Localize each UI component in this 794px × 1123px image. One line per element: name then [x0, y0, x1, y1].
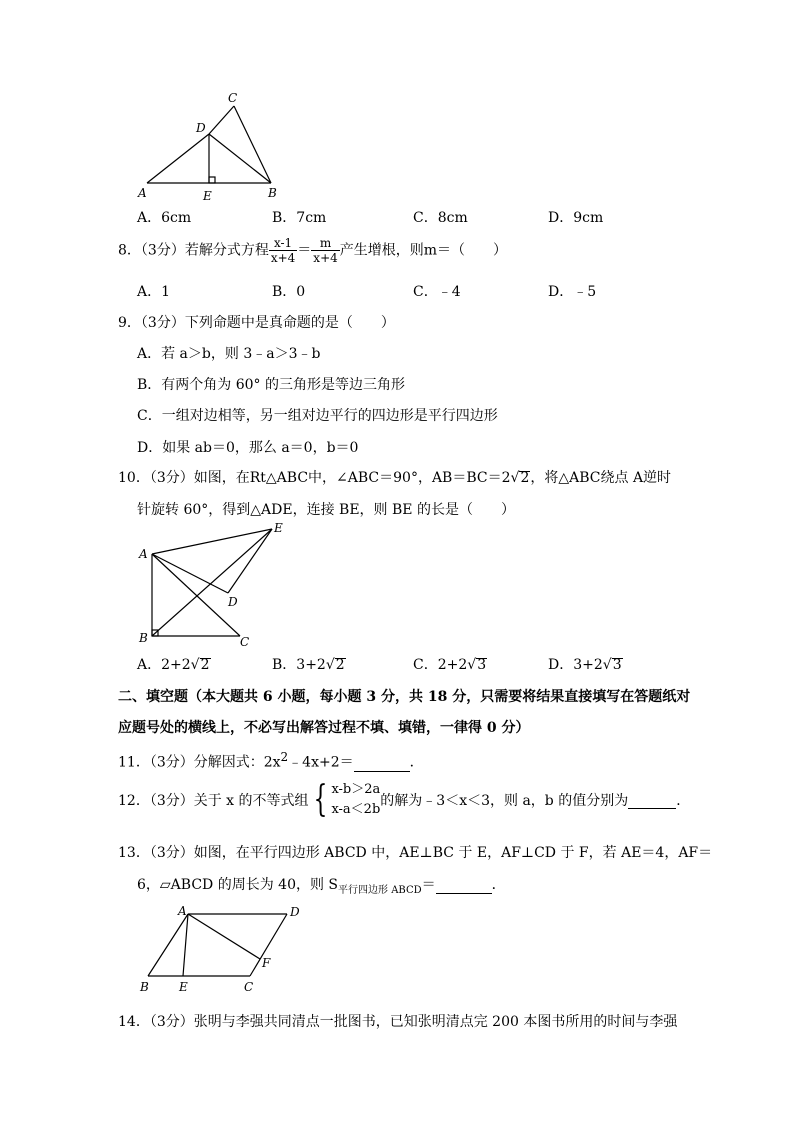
q10-line1-a: 10．（3分）如图，在Rt△ABC中，∠ABC＝90°，AB＝BC＝2: [118, 470, 511, 486]
q13-line2-a: 6，▱ABCD 的周长为 40，则 S: [137, 877, 339, 893]
fig10-label-d: D: [228, 595, 238, 609]
q10-line1-radicand: 2: [520, 470, 530, 486]
q11-exponent: 2: [280, 750, 289, 764]
q9-stem: 9．（3分）下列命题中是真命题的是（ ）: [118, 315, 395, 331]
q8-frac1-num: x-1: [269, 236, 297, 251]
q9-option-a: A．若 a＞b，则 3﹣a＞3﹣b: [137, 346, 321, 362]
q8-suffix: 产生增根，则m＝（ ）: [339, 242, 508, 259]
left-brace-icon: {: [313, 779, 327, 820]
section-2-heading-line-2: 应题号处的横线上，不必写出解答过程不填、填错，一律得 0 分）: [118, 720, 530, 736]
fig7-label-b: B: [268, 186, 277, 200]
q12-stem: [118, 780, 690, 820]
q8-option-d: D．﹣5: [548, 284, 597, 300]
q12-end: ．: [676, 793, 691, 809]
sqrt-sign-icon: √: [602, 657, 612, 673]
sqrt-sign-icon: √: [510, 470, 520, 486]
q13-answer-blank[interactable]: [436, 877, 492, 894]
q13-end: ．: [491, 877, 506, 893]
fig13-label-e: E: [179, 980, 188, 994]
fig10-label-c: C: [240, 635, 250, 649]
fig10-label-a: A: [139, 547, 148, 561]
sqrt-sign-icon: √: [467, 657, 477, 673]
fig10-label-e: E: [274, 521, 283, 535]
q7-option-c: C．8cm: [413, 210, 468, 226]
q11-answer-blank[interactable]: [354, 755, 410, 772]
fig13-label-d: D: [290, 905, 300, 919]
q8-fraction-1: [269, 236, 297, 265]
q11-suffix: ﹣4x+2＝: [288, 754, 354, 771]
sqrt-sign-icon: √: [190, 657, 200, 673]
q12-inequality-system: [331, 780, 380, 820]
q10-opt-d-pre: D．3+2: [548, 657, 603, 673]
fig7-label-c: C: [228, 91, 238, 105]
q13-line-2: [137, 874, 506, 896]
q8-option-b: B．0: [272, 284, 306, 300]
q7-option-d: D．9cm: [548, 210, 604, 226]
q8-fraction-2: [311, 236, 339, 265]
q8-equals: ＝: [297, 242, 312, 259]
q10-option-b: [272, 654, 346, 674]
q10-line-1: [118, 467, 671, 487]
fig13-label-a: A: [178, 904, 187, 918]
q8-option-c: C．﹣4: [413, 284, 461, 300]
fig7-label-d: D: [196, 121, 206, 135]
q11-stem: [118, 750, 424, 772]
q7-option-a: A．6cm: [137, 210, 192, 226]
q7-option-b: B．7cm: [272, 210, 327, 226]
q10-opt-b-rad: 2: [335, 657, 345, 673]
q10-opt-c-rad: 3: [477, 657, 487, 673]
figure-q10-rotation: [132, 520, 292, 650]
q12-row-2: x-a＜2b: [331, 802, 381, 817]
q8-frac2-den: x+4: [313, 251, 338, 265]
q8-prefix: 8．（3分）若解分式方程: [118, 242, 269, 259]
fig7-label-e: E: [203, 189, 212, 203]
q10-opt-a-rad: 2: [200, 657, 210, 673]
sqrt-sign-icon: √: [325, 657, 335, 673]
fig13-label-f: F: [262, 956, 271, 970]
fig13-label-c: C: [244, 980, 254, 994]
q12-prefix: 12．（3分）关于 x 的不等式组: [118, 793, 309, 809]
q12-suffix: 的解为﹣3＜x＜3，则 a，b 的值分别为: [380, 793, 629, 809]
fig10-label-b: B: [139, 631, 148, 645]
q9-option-d: D．如果 ab＝0，那么 a＝0，b＝0: [137, 440, 359, 456]
figure-q13-parallelogram: [132, 903, 312, 998]
q10-opt-d-rad: 3: [612, 657, 622, 673]
q10-opt-c-pre: C．2+2: [413, 657, 468, 673]
q11-prefix: 11．（3分）分解因式：2x: [118, 754, 281, 771]
q13-line-1: 13．（3分）如图，在平行四边形 ABCD 中，AE⊥BC 于 E，AF⊥CD 于 F，若 AE＝4，AF＝: [118, 845, 713, 861]
q13-subscript: 平行四边形 ABCD: [338, 884, 422, 896]
q10-option-c: [413, 654, 487, 674]
q8-frac1-den: x+4: [270, 251, 296, 265]
q8-option-a: A．1: [137, 284, 171, 300]
q9-option-b: B．有两个角为 60° 的三角形是等边三角形: [137, 377, 406, 393]
q13-line2-b: ＝: [421, 877, 436, 893]
q10-opt-b-pre: B．3+2: [272, 657, 326, 673]
q10-option-a: [137, 654, 211, 674]
q8-stem: [118, 236, 507, 265]
q12-answer-blank[interactable]: [628, 792, 676, 809]
section-2-heading-line-1: 二、填空题（本大题共 6 小题，每小题 3 分，共 18 分，只需要将结果直接填写在答题纸对: [118, 689, 691, 705]
figure-q7-triangle: [130, 90, 290, 205]
q8-frac2-num: m: [311, 236, 339, 251]
fig13-label-b: B: [140, 980, 149, 994]
fig7-label-a: A: [138, 186, 147, 200]
q10-opt-a-pre: A．2+2: [137, 657, 191, 673]
q10-line1-b: ，将△ABC绕点 A逆时: [530, 470, 672, 486]
q10-line-2: 针旋转 60°，得到△ADE，连接 BE，则 BE 的长是（ ）: [137, 502, 515, 518]
q14-line-1: 14．（3分）张明与李强共同清点一批图书，已知张明清点完 200 本图书所用的时间与李强: [118, 1014, 678, 1030]
q10-option-d: [548, 654, 623, 674]
q11-end: ．: [409, 754, 424, 771]
q9-option-c: C．一组对边相等，另一组对边平行的四边形是平行四边形: [137, 408, 498, 424]
q12-row-1: x-b＞2a: [331, 782, 381, 797]
